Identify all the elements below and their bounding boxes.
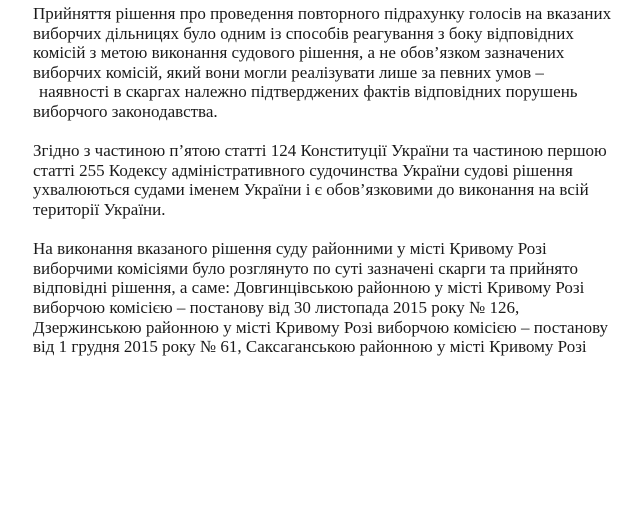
text-line: На виконання вказаного рішення суду районними у місті Кривому Розі [33,239,547,259]
text-line: виборчих дільницях було одним із способів реагування з боку відповідних [33,23,574,43]
text-line: статті 255 Кодексу адміністративного судочинства України судові рішення [33,160,573,180]
paragraph-constitution-reference [33,141,624,219]
text-line: виборчою комісією – постанову від 30 листопада 2015 року № 126, [33,297,520,317]
text-line: комісій з метою виконання судового рішення, а не обов’язком зазначених [33,43,565,63]
text-line: Прийняття рішення про проведення повторного підрахунку голосів на вказаних [33,4,612,23]
text-line: виборчими комісіями було розглянуто по суті зазначені скарги та прийнято [33,258,578,278]
text-line: наявності в скаргах належно підтверджених фактів відповідних порушень [39,82,578,102]
text-line: території України. [33,199,166,219]
text-line: виборчих комісій, який вони могли реалізувати лише за певних умов – [33,62,544,82]
text-line: від 1 грудня 2015 року № 61, Саксаганською районною у місті Кривому Розі [33,337,587,357]
text-line: Дзержинською районною у місті Кривому Розі виборчою комісією – постанову [33,317,609,337]
text-line: відповідні рішення, а саме: Довгинцівською районною у місті Кривому Розі [33,278,585,298]
paragraph-commission-decisions [33,239,624,357]
text-line: виборчого законодавства. [33,101,218,121]
paragraph-recount-decision [33,4,624,122]
text-line: ухвалюються судами іменем України і є обов’язковими до виконання на всій [33,180,589,200]
text-line: Згідно з частиною п’ятою статті 124 Конституції України та частиною першою [33,141,607,161]
